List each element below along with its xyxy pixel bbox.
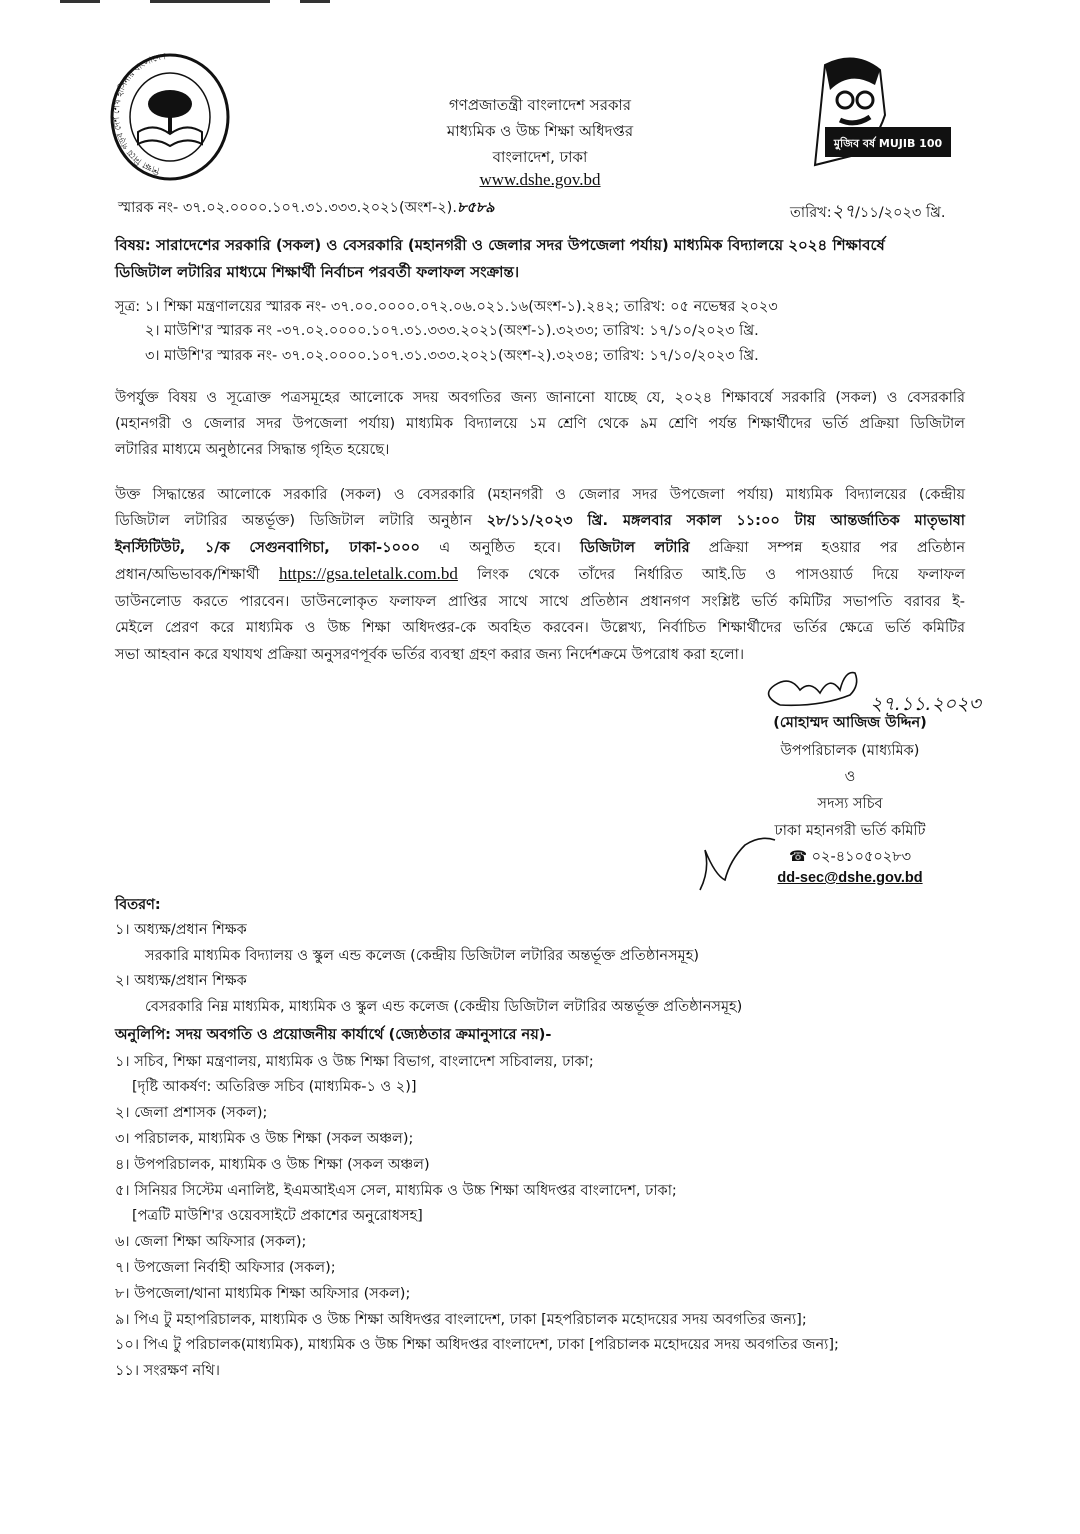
subject-line-1: বিষয়: সারাদেশের সরকারি (সকল) ও বেসরকারি (মহানগরী ও জেলার সদর উপজেলা পর্যায়) মাধ্যমিক বিদ্যালয়ে ২০২৪ শিক্ষাবর্ষে bbox=[115, 236, 885, 254]
lottery-venue: ইনস্টিটিউট, ১/ক সেগুনবাগিচা, ঢাকা-১০০০ bbox=[115, 540, 420, 556]
copy-item: ৮। উপজেলা/থানা মাধ্যমিক শিক্ষা অফিসার (সকল); bbox=[115, 1286, 411, 1302]
signatory-name: (মোহাম্মদ আজিজ উদ্দিন) bbox=[773, 715, 927, 731]
date-rest: /১১/২০২৩ খ্রি. bbox=[855, 205, 946, 221]
copy-item: ৩। পরিচালক, মাধ্যমিক ও উচ্চ শিক্ষা (সকল অঞ্চল); bbox=[115, 1131, 414, 1147]
paragraph2-line-3 bbox=[115, 537, 965, 561]
p2-text: প্রক্রিয়া সম্পন্ন হওয়ার পর প্রতিষ্ঠান bbox=[708, 540, 965, 556]
telephone-icon: ☎ bbox=[788, 849, 807, 865]
paragraph1-line-1: উপর্যুক্ত বিষয় ও সূত্রোক্ত পত্রসমূহের আলোকে সদয় অবগতির জন্য জানানো যাচ্ছে যে, ২০২৪ শিক্ষাবর্ষে সরকারি (সকল) ও বেসরকারি bbox=[115, 390, 965, 406]
memo-number-handwritten: ৮৫৮৯ bbox=[456, 200, 495, 216]
memo-number bbox=[118, 197, 495, 221]
initial-signature-icon bbox=[690, 830, 780, 900]
header-directorate: মাধ্যমিক ও উচ্চ শিক্ষা অধিদপ্তর bbox=[446, 122, 634, 140]
signatory-role: সদস্য সচিব bbox=[817, 796, 883, 812]
memo-date bbox=[790, 197, 946, 228]
paragraph2-line-7: সভা আহবান করে যথাযথ প্রক্রিয়া অনুসরণপূর্বক ভর্তির ব্যবস্থা গ্রহণ করার জন্য নির্দেশক্রমে উপরোধ করা হলো। bbox=[115, 647, 745, 663]
scan-edge-marks bbox=[0, 0, 1080, 10]
copy-item-note: [পত্রটি মাউশি'র ওয়েবসাইটে প্রকাশের অনুরোধসহ] bbox=[132, 1208, 423, 1224]
copy-item: ১০। পিএ টু পরিচালক(মাধ্যমিক), মাধ্যমিক ও উচ্চ শিক্ষা অধিদপ্তর বাংলাদেশ, ঢাকা [পরিচালক মহোদয়ের সদয় অবগতির জন্য]; bbox=[115, 1337, 839, 1353]
reference-2: ২। মাউশি'র স্মারক নং -৩৭.০২.০০০০.১০৭.৩১.৩৩৩.২০২১(অংশ-১).৩২৩৩; তারিখ: ১৭/১০/২০২৩ খ্রি. bbox=[145, 323, 759, 339]
right-logo-text: মুজিব বর্ষ MUJIB 100 bbox=[833, 137, 943, 150]
reference-3: ৩। মাউশি'র স্মারক নং- ৩৭.০২.০০০০.১০৭.৩১.৩৩৩.২০২১(অংশ-২).৩২৩৪; তারিখ: ১৭/১০/২০২৩ খ্রি. bbox=[145, 348, 759, 364]
signatory-designation: উপপরিচালক (মাধ্যমিক) bbox=[780, 743, 920, 759]
signatory-and: ও bbox=[844, 769, 856, 785]
distribution-item-1-detail: সরকারি মাধ্যমিক বিদ্যালয় ও স্কুল এন্ড কলেজ (কেন্দ্রীয় ডিজিটাল লটারির অন্তর্ভূক্ত প্রতিষ্ঠানসমূহ) bbox=[145, 948, 699, 964]
paragraph2-line-5: ডাউনলোড করতে পারবেন। ডাউনলোকৃত ফলাফল প্রাপ্তির সাথে সাথে প্রতিষ্ঠান প্রধানগণ সংশ্লিষ্ট ভর্তি কমিটির সভাপতি বরাবর ই- bbox=[115, 594, 965, 610]
copy-item: ৯। পিএ টু মহাপরিচালক, মাধ্যমিক ও উচ্চ শিক্ষা অধিদপ্তর বাংলাদেশ, ঢাকা [মহপরিচালক মহোদয়ের সদয় অবগতির জন্য]; bbox=[115, 1312, 807, 1328]
header-government: গণপ্রজাতন্ত্রী বাংলাদেশ সরকার bbox=[448, 96, 632, 114]
header-location: বাংলাদেশ, ঢাকা bbox=[492, 148, 588, 166]
signatory-committee: ঢাকা মহানগরী ভর্তি কমিটি bbox=[774, 823, 926, 839]
distribution-item-1-head: ১। অধ্যক্ষ/প্রধান শিক্ষক bbox=[115, 922, 247, 938]
date-label: তারিখ: bbox=[790, 205, 832, 221]
signature-date: ২৭.১১.২০২৩ bbox=[870, 693, 981, 715]
paragraph1-line-3: লটারির মাধ্যমে অনুষ্ঠানের সিদ্ধান্ত গৃহিত হয়েছে। bbox=[115, 442, 390, 458]
copy-item: ৫। সিনিয়র সিস্টেম এনালিষ্ট, ইএমআইএস সেল, মাধ্যমিক ও উচ্চ শিক্ষা অধিদপ্তর বাংলাদেশ, ঢাকা; bbox=[115, 1183, 677, 1199]
paragraph1-line-2: (মহানগরী ও জেলার সদর উপজেলা পর্যায়) মাধ্যমিক বিদ্যালয়ে ১ম শ্রেণি থেকে ৯ম শ্রেণি পর্যন্ত শিক্ষার্থীদের ভর্তি প্রক্রিয়া ডিজিটাল bbox=[115, 416, 965, 432]
p2-text: এ অনুষ্ঠিত হবে। bbox=[439, 540, 561, 556]
paragraph2-line-2 bbox=[115, 510, 965, 534]
mujib-100-logo-icon bbox=[795, 55, 955, 170]
p2-text: প্রধান/অভিভাবক/শিক্ষার্থী bbox=[115, 567, 260, 583]
memo-number-text: স্মারক নং- ৩৭.০২.০০০০.১০৭.৩১.৩৩৩.২০২১(অংশ-২). bbox=[118, 200, 457, 216]
p2-text: ডিজিটাল লটারির অন্তর্ভূক্ত) ডিজিটাল লটারি অনুষ্ঠান bbox=[115, 513, 473, 529]
digital-lottery-bold: ডিজিটাল লটারি bbox=[580, 540, 690, 556]
teletalk-result-link[interactable]: https://gsa.teletalk.com.bd bbox=[278, 564, 458, 583]
phone-number: ০২-৪১০৫০২৮৩ bbox=[811, 849, 912, 865]
paragraph2-line-1: উক্ত সিদ্ধান্তের আলোকে সরকারি (সকল) ও বেসরকারি (মহানগরী ও জেলার সদর উপজেলা পর্যায়) মাধ্যমিক বিদ্যালয়ের (কেন্দ্রীয় bbox=[115, 487, 965, 503]
copy-item: ১১। সংরক্ষণ নথি। bbox=[115, 1363, 220, 1379]
paragraph2-line-4 bbox=[115, 564, 965, 588]
copy-item: ১। সচিব, শিক্ষা মন্ত্রণালয়, মাধ্যমিক ও উচ্চ শিক্ষা বিভাগ, বাংলাদেশ সচিবালয়, ঢাকা; bbox=[115, 1054, 594, 1070]
copies-title: অনুলিপি: সদয় অবগতি ও প্রয়োজনীয় কার্যার্থে (জ্যেষ্ঠতার ক্রমানুসারে নয়)- bbox=[115, 1027, 552, 1043]
signature-mark-icon bbox=[760, 665, 870, 715]
copy-item: ২। জেলা প্রশাসক (সকল); bbox=[115, 1105, 268, 1121]
copy-item: ৪। উপপরিচালক, মাধ্যমিক ও উচ্চ শিক্ষা (সকল অঞ্চল) bbox=[115, 1157, 430, 1173]
reference-1: সূত্র: ১। শিক্ষা মন্ত্রণালয়ের স্মারক নং- ৩৭.০০.০০০০.০৭২.০৬.০২১.১৬(অংশ-১).২৪২; তারিখ: ০৫ নভেম্বর ২০২৩ bbox=[115, 299, 778, 315]
date-handwritten: ২৭ bbox=[831, 201, 856, 222]
paragraph2-line-6: মেইলে প্রেরণ করে মাধ্যমিক ও উচ্চ শিক্ষা অধিদপ্তর-কে অবহিত করবেন। উল্লেখ্য, নির্বাচিত শিক্ষার্থীদের ভর্তির ক্ষেত্রে ভর্তি কমিটির bbox=[115, 620, 965, 636]
copy-item-note: [দৃষ্টি আকর্ষণ: অতিরিক্ত সচিব (মাধ্যমিক-১ ও ২)] bbox=[132, 1079, 417, 1095]
lottery-datetime: ২৮/১১/২০২৩ খ্রি. মঙ্গলবার সকাল ১১:০০ টায় আন্তর্জাতিক মাতৃভাষা bbox=[486, 513, 965, 529]
copy-item: ৬। জেলা শিক্ষা অফিসার (সকল); bbox=[115, 1234, 307, 1250]
signatory-email[interactable]: dd-sec@dshe.gov.bd bbox=[777, 870, 923, 886]
left-logo-ring-text: শিক্ষা নিয়ে গড়ব দেশ শেখ হাসিনার বাংলাদেশ bbox=[111, 52, 167, 175]
distribution-item-2-head: ২। অধ্যক্ষ/প্রধান শিক্ষক bbox=[115, 973, 247, 989]
distribution-item-2-detail: বেসরকারি নিম্ন মাধ্যমিক, মাধ্যমিক ও স্কুল এন্ড কলেজ (কেন্দ্রীয় ডিজিটাল লটারির অন্তর্ভূক্ত প্রতিষ্ঠানসমূহ) bbox=[145, 999, 743, 1015]
education-logo-icon bbox=[108, 52, 233, 182]
subject-line-2: ডিজিটাল লটারির মাধ্যমে শিক্ষার্থী নির্বাচন পরবর্তী ফলাফল সংক্রান্ত। bbox=[115, 263, 520, 281]
p2-text: লিংক থেকে তাঁদের নির্ধারিত আই.ডি ও পাসওয়ার্ড দিয়ে ফলাফল bbox=[477, 567, 966, 583]
copy-item: ৭। উপজেলা নির্বাহী অফিসার (সকল); bbox=[115, 1260, 336, 1276]
distribution-title: বিতরণ: bbox=[115, 897, 161, 913]
header-website-link[interactable]: www.dshe.gov.bd bbox=[479, 170, 601, 189]
